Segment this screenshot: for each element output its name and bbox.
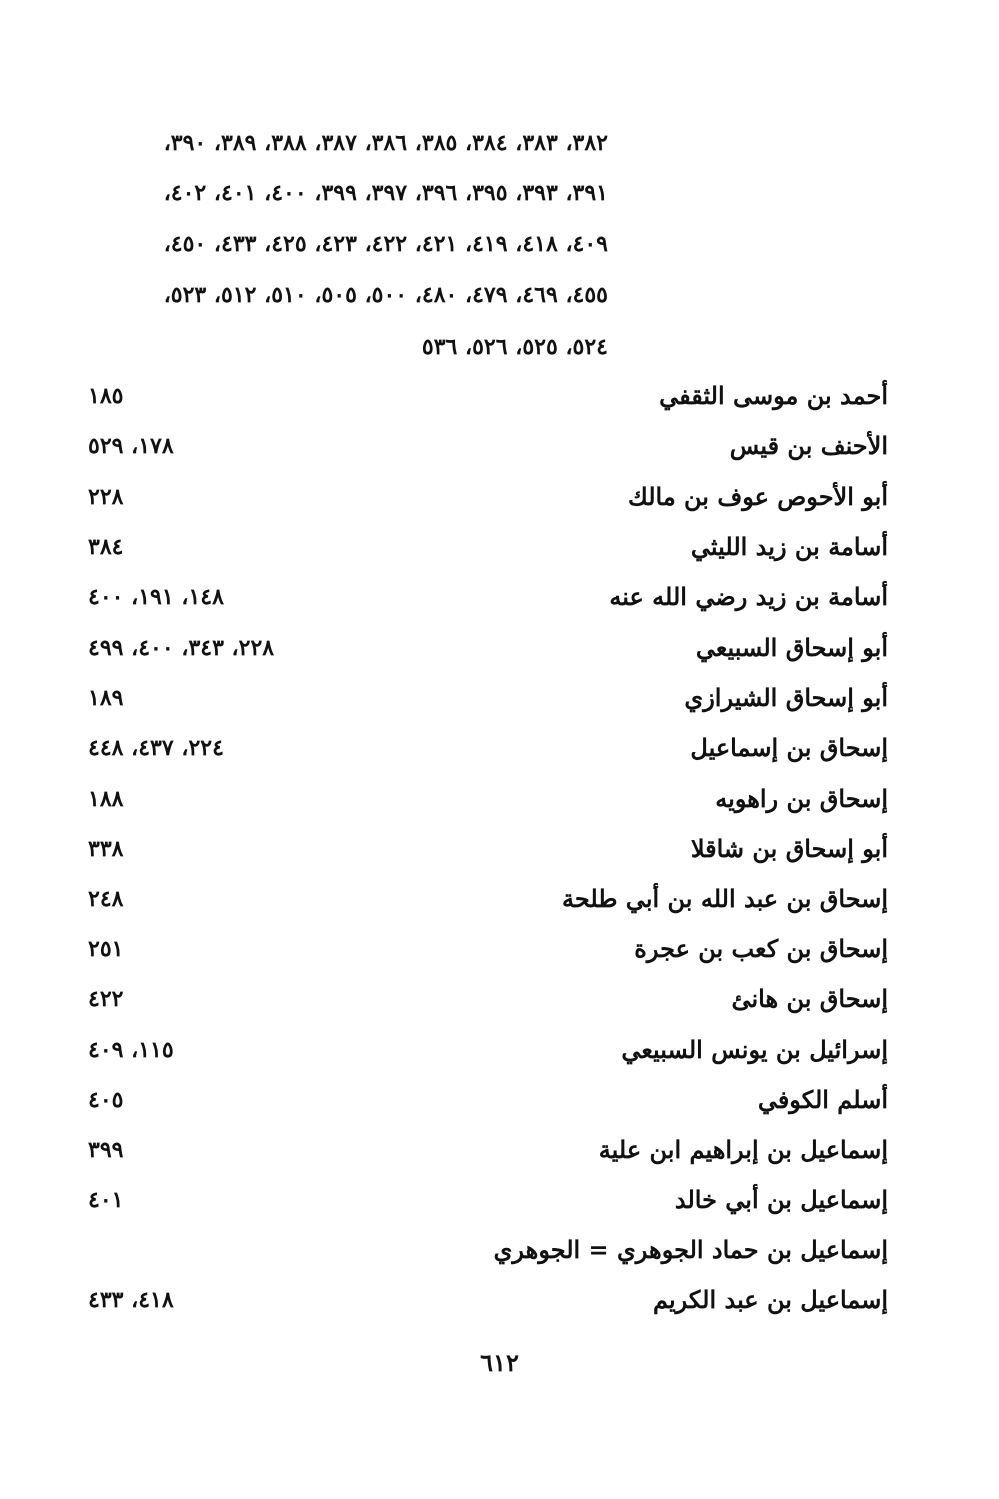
index-entry — [88, 983, 888, 1015]
entry-name: إسماعيل بن عبد الكريم — [652, 1285, 888, 1314]
entry-name: الأحنف بن قيس — [729, 431, 888, 460]
index-entry — [88, 581, 888, 613]
entry-name: إسماعيل بن حماد الجوهري = الجوهري — [493, 1235, 888, 1264]
entry-pages: ٢٢٤، ٤٣٧، ٤٤٨ — [88, 735, 224, 761]
index-entry — [88, 632, 888, 664]
entry-pages: ٣٩٩ — [88, 1137, 124, 1163]
entry-name: إسحاق بن هانئ — [731, 984, 888, 1013]
index-entry — [88, 933, 888, 965]
entry-name: أسامة بن زيد رضي الله عنه — [609, 582, 888, 611]
entry-pages: ١٧٨، ٥٢٩ — [88, 433, 174, 459]
entry-name: إسحاق بن عبد الله بن أبي طلحة — [562, 884, 888, 913]
index-entry — [88, 481, 888, 513]
index-entry — [88, 1234, 888, 1266]
index-entry — [88, 783, 888, 815]
index-entry — [88, 883, 888, 915]
entry-pages: ١٤٨، ١٩١، ٤٠٠ — [88, 584, 224, 610]
entry-pages: ٣٨٤ — [88, 534, 124, 560]
entry-name: إسحاق بن راهويه — [715, 784, 888, 813]
index-entry — [88, 430, 888, 462]
continuation-line: ٤٥٥، ٤٦٩، ٤٧٩، ٤٨٠، ٥٠٠، ٥٠٥، ٥١٠، ٥١٢، ٥٢٣، — [163, 282, 608, 308]
entry-name: أحمد بن موسى الثقفي — [659, 381, 888, 410]
entry-pages: ٢٢٨ — [88, 484, 124, 510]
entry-pages: ٤٠١ — [88, 1187, 124, 1213]
index-entry — [88, 380, 888, 412]
entry-name: إسماعيل بن إبراهيم ابن علية — [598, 1135, 888, 1164]
entry-name: أبو إسحاق الشيرازي — [684, 683, 888, 712]
entry-name: أبو الأحوص عوف بن مالك — [627, 482, 888, 511]
entry-pages: ٢٥١ — [88, 936, 124, 962]
entry-pages: ٢٤٨ — [88, 886, 124, 912]
entry-pages: ٢٢٨، ٣٤٣، ٤٠٠، ٤٩٩ — [88, 635, 275, 661]
entry-pages: ٣٣٨ — [88, 836, 124, 862]
entry-name: أسامة بن زيد الليثي — [690, 532, 888, 561]
entry-name: إسحاق بن إسماعيل — [690, 733, 888, 762]
entry-name: أسلم الكوفي — [757, 1085, 888, 1114]
index-entry — [88, 682, 888, 714]
entry-pages: ٤٢٢ — [88, 986, 124, 1012]
page-number: ٦١٢ — [480, 1348, 519, 1377]
index-entry — [88, 833, 888, 865]
entry-pages: ١٨٥ — [88, 383, 124, 409]
continuation-line: ٣٩١، ٣٩٣، ٣٩٥، ٣٩٦، ٣٩٧، ٣٩٩، ٤٠٠، ٤٠١، ٤٠٢، — [163, 180, 608, 206]
entry-name: أبو إسحاق بن شاقلا — [690, 834, 888, 863]
index-entry — [88, 732, 888, 764]
index-entry — [88, 1034, 888, 1066]
entry-name: إسحاق بن كعب بن عجرة — [634, 934, 888, 963]
index-entry — [88, 1134, 888, 1166]
index-entry — [88, 531, 888, 563]
entry-name: إسماعيل بن أبي خالد — [674, 1185, 888, 1214]
entry-pages: ١٨٩ — [88, 685, 124, 711]
entry-name: إسرائيل بن يونس السبيعي — [621, 1035, 888, 1064]
entry-pages: ١٨٨ — [88, 786, 124, 812]
continuation-line: ٤٠٩، ٤١٨، ٤١٩، ٤٢١، ٤٢٢، ٤٢٣، ٤٢٥، ٤٣٣، ٤٥٠، — [163, 231, 608, 257]
entry-pages: ١١٥، ٤٠٩ — [88, 1037, 174, 1063]
index-entry — [88, 1084, 888, 1116]
entry-pages: ٤١٨، ٤٣٣ — [88, 1287, 174, 1313]
continuation-line: ٣٨٢، ٣٨٣، ٣٨٤، ٣٨٥، ٣٨٦، ٣٨٧، ٣٨٨، ٣٨٩، ٣٩٠، — [163, 130, 608, 156]
index-entry — [88, 1284, 888, 1316]
entry-name: أبو إسحاق السبيعي — [695, 633, 888, 662]
continuation-line: ٥٢٤، ٥٢٥، ٥٢٦، ٥٣٦ — [421, 334, 608, 360]
entry-pages: ٤٠٥ — [88, 1087, 124, 1113]
index-entry — [88, 1184, 888, 1216]
